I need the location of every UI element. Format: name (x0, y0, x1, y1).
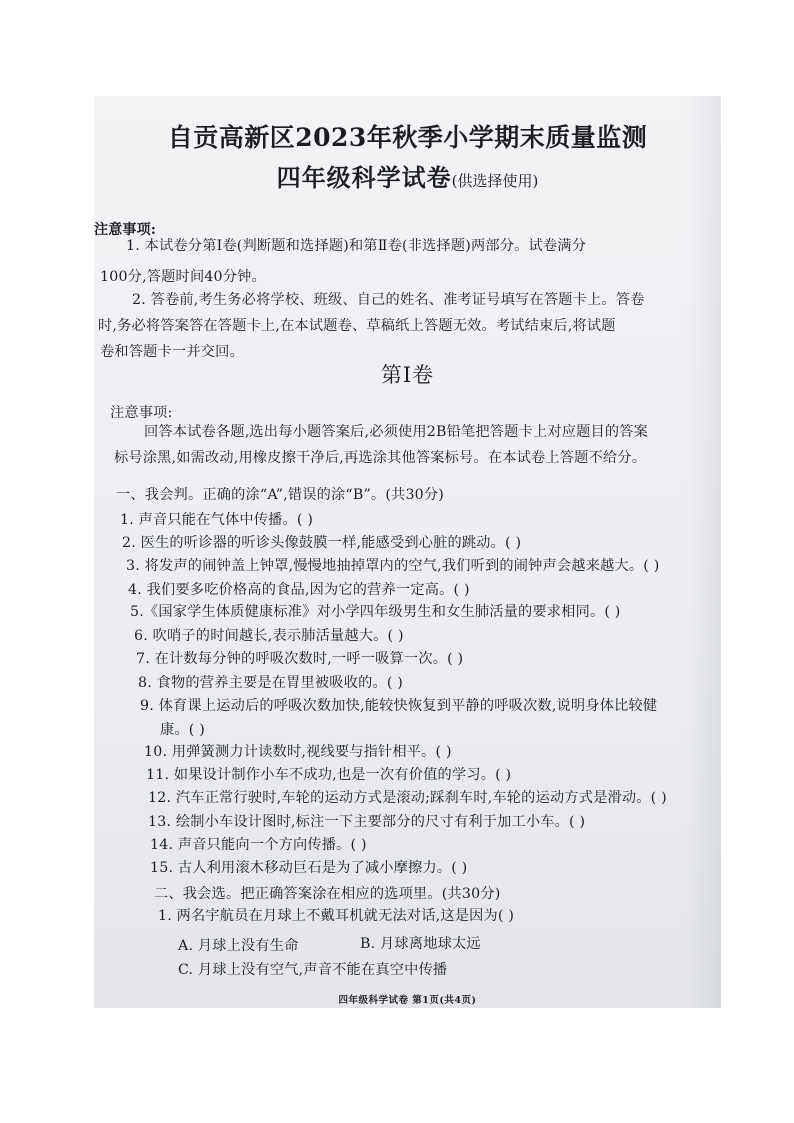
exam-title: 自贡高新区2023年秋季小学期末质量监测 (167, 123, 648, 152)
question-item: 7. 在计数每分钟的呼吸次数时,一呼一吸算一次。( ) (136, 651, 464, 667)
notice-line: 100分,答题时间40分钟。 (100, 269, 266, 285)
question-item: 4. 我们要多吃价格高的食品,因为它的营养一定高。( ) (128, 582, 470, 598)
option-c: C. 月球上没有空气,声音不能在真空中传播 (178, 962, 448, 978)
exam-subtitle-main: 四年级科学试卷 (276, 163, 452, 192)
exam-subtitle (94, 158, 721, 193)
question-item: 6. 吹哨子的时间越长,表示肺活量越大。( ) (134, 628, 404, 644)
question-item: 11. 如果设计制作小车不成功,也是一次有价值的学习。( ) (146, 767, 512, 783)
question-item: 2. 医生的听诊器的听诊头像鼓膜一样,能感受到心脏的跳动。( ) (122, 535, 522, 551)
volume-notice-line: 标号涂黑,如需改动,用橡皮擦干净后,再选涂其他答案标号。在本试卷上答题不给分。 (114, 450, 647, 466)
notice-line: 时,务必将答案答在答题卡上,在本试题卷、草稿纸上答题无效。考试结束后,将试题 (98, 318, 616, 334)
option-b: B. 月球离地球太远 (360, 936, 481, 952)
exam-subtitle-note: (供选择使用) (451, 172, 539, 190)
section1-heading: 一、我会判。正确的涂“A”,错误的涂“B”。(共30分) (116, 487, 445, 503)
section2-heading: 二、我会选。把正确答案涂在相应的选项里。(共30分) (154, 886, 501, 902)
question-item: 12. 汽车正常行驶时,车轮的运动方式是滚动;踩刹车时,车轮的运动方式是滑动。( ) (148, 790, 667, 806)
notice-line: 卷和答题卡一并交回。 (100, 344, 244, 360)
question-item: 14. 声音只能向一个方向传播。( ) (150, 837, 367, 853)
option-a: A. 月球上没有生命 (178, 938, 299, 954)
page-footer: 四年级科学试卷 第1页(共4页) (338, 995, 477, 1006)
question-item: 8. 食物的营养主要是在胃里被吸收的。( ) (138, 675, 404, 691)
notice-line: 2. 答卷前,考生务必将学校、班级、自己的姓名、准考证号填写在答题卡上。答卷 (132, 292, 645, 308)
question-item: 13. 绘制小车设计图时,标注一下主要部分的尺寸有利于加工小车。( ) (148, 814, 586, 830)
volume-one-title: 第Ⅰ卷 (380, 363, 435, 387)
exam-paper-photo (94, 96, 721, 1008)
question-item: 1. 声音只能在气体中传播。( ) (120, 512, 314, 528)
notice-line: 1. 本试卷分第Ⅰ卷(判断题和选择题)和第Ⅱ卷(非选择题)两部分。试卷满分 (126, 238, 587, 254)
question-item: 15. 古人利用滚木移动巨石是为了减小摩擦力。( ) (150, 860, 468, 876)
question-item: 1. 两名宇航员在月球上不戴耳机就无法对话,这是因为( ) (158, 908, 515, 924)
notice-heading: 注意事项: (94, 222, 157, 238)
question-item: 10. 用弹簧测力计读数时,视线要与指针相平。( ) (144, 744, 452, 760)
question-item-continued: 康。( ) (160, 722, 205, 738)
volume-notice-line: 回答本试卷各题,选出每小题答案后,必须使用2B铅笔把答题卡上对应题目的答案 (144, 424, 649, 440)
question-item: 3. 将发声的闹钟盖上钟罩,慢慢地抽掉罩内的空气,我们听到的闹钟声会越来越大。( ) (126, 558, 660, 574)
volume-notice-heading: 注意事项: (110, 405, 173, 421)
question-item: 5.《国家学生体质健康标准》对小学四年级男生和女生肺活量的要求相同。( ) (130, 604, 621, 620)
question-item: 9. 体育课上运动后的呼吸次数加快,能较快恢复到平静的呼吸次数,说明身体比较健 (140, 698, 658, 714)
